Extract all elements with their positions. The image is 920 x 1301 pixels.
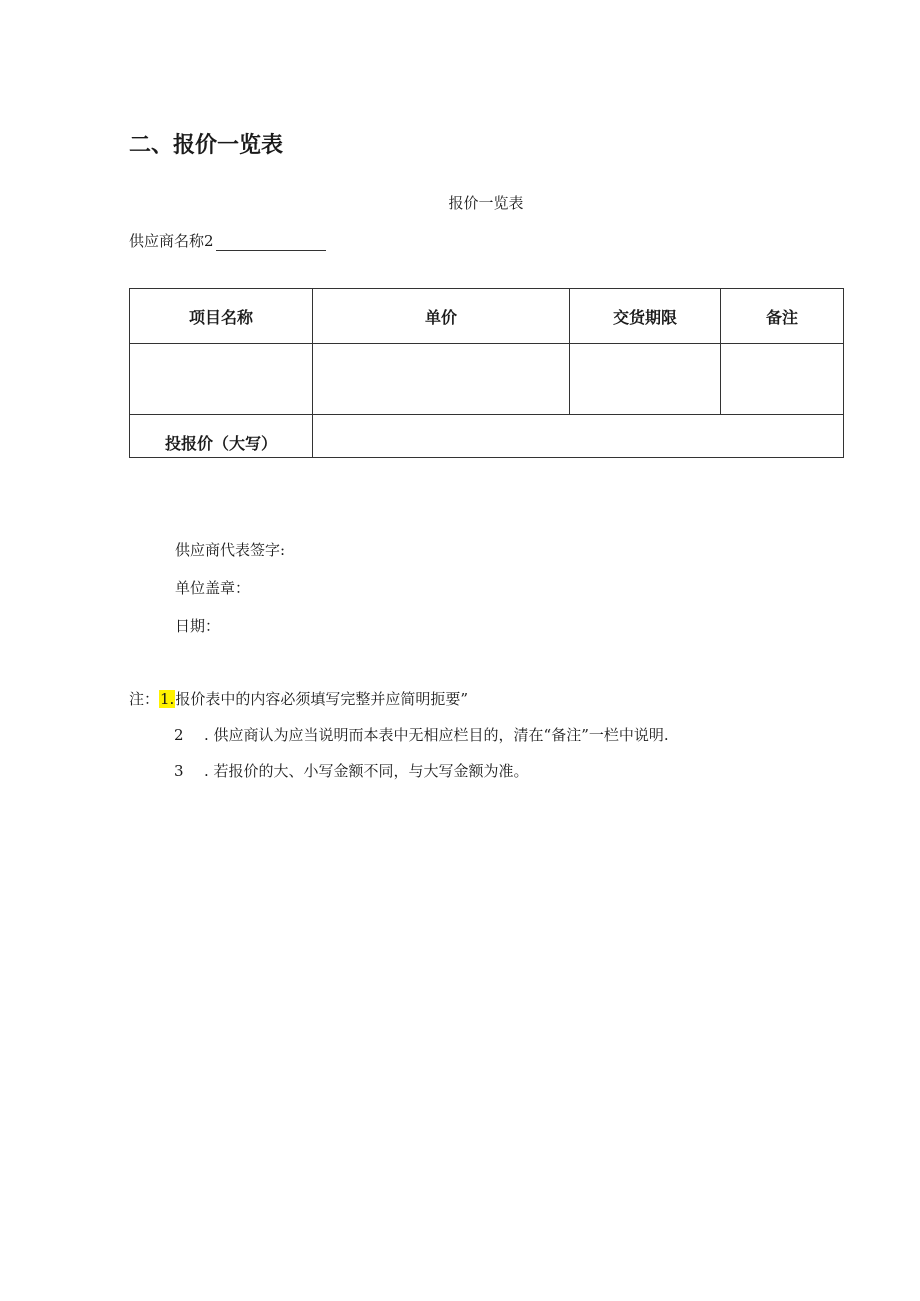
note-3-text: . 若报价的大、小写金额不同，与大写金额为准。 (204, 762, 529, 780)
quote-table (129, 288, 844, 458)
note-2-number: 2 (174, 726, 184, 744)
note-item-2 (129, 724, 669, 760)
note-1-text: 报价表中的内容必须填写完整并应简明扼要” (175, 690, 468, 708)
supplier-name-label: 供应商名称2 (129, 232, 214, 250)
note-3-number: 3 (174, 762, 184, 780)
rep-signature-label: 供应商代表签字: (175, 541, 286, 559)
notes-prefix: 注： (129, 690, 160, 708)
cell-project-name[interactable] (130, 344, 313, 415)
total-price-label: 投报价（大写） (130, 415, 313, 458)
seal-label: 单位盖章： (175, 579, 251, 597)
note-1-number: 1. (160, 690, 175, 708)
header-project-name: 项目名称 (130, 289, 313, 344)
header-remarks: 备注 (721, 289, 844, 344)
table-total-row (130, 415, 844, 458)
header-unit-price: 单价 (313, 289, 570, 344)
table-header-row (130, 289, 844, 344)
cell-delivery-term[interactable] (570, 344, 721, 415)
cell-unit-price[interactable] (313, 344, 570, 415)
header-delivery-term: 交货期限 (570, 289, 721, 344)
supplier-name-blank[interactable] (216, 236, 326, 251)
note-item-1 (129, 688, 669, 724)
signature-block (175, 539, 285, 653)
form-title: 报价一览表 (448, 194, 524, 212)
date-label: 日期： (175, 617, 221, 635)
cell-remarks[interactable] (721, 344, 844, 415)
supplier-name-row (129, 230, 326, 251)
notes-block (129, 688, 669, 796)
total-price-value[interactable] (313, 415, 844, 458)
table-row (130, 344, 844, 415)
section-heading: 二、报价一览表 (129, 133, 284, 158)
note-item-3 (129, 760, 669, 796)
note-2-text: . 供应商认为应当说明而本表中无相应栏目的，清在“备注”一栏中说明. (204, 726, 669, 744)
